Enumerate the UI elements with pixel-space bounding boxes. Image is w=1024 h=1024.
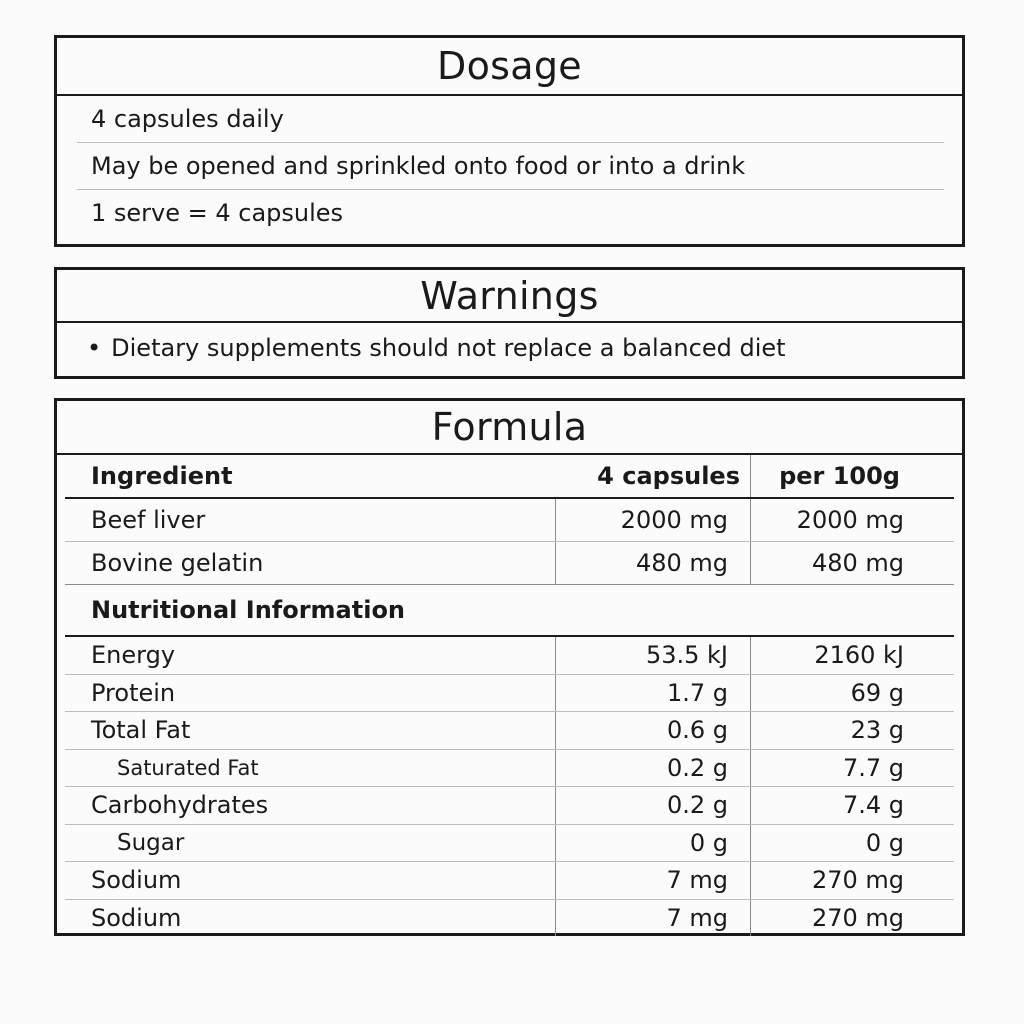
nutrient-name: Sodium — [91, 903, 182, 932]
nutrient-name: Sodium — [91, 866, 182, 895]
nutrient-per100: 270 mg — [750, 862, 950, 899]
warnings-title: Warnings — [57, 270, 962, 323]
nutrient-name: Energy — [91, 641, 176, 670]
warning-text: Dietary supplements should not replace a balanced diet — [111, 334, 786, 362]
nutrient-per100: 0 g — [750, 825, 950, 862]
bullet-icon: • — [87, 334, 102, 362]
table-row — [65, 637, 954, 675]
ingredient-per100: 2000 mg — [750, 499, 950, 541]
nutrient-serve: 0.2 g — [555, 787, 750, 824]
table-row — [65, 862, 954, 900]
table-row — [65, 675, 954, 713]
header-per100: per 100g — [750, 455, 950, 497]
table-row — [65, 900, 954, 937]
header-ingredient: Ingredient — [91, 462, 233, 490]
ingredient-name: Beef liver — [91, 506, 206, 534]
nutrient-serve: 53.5 kJ — [555, 637, 750, 674]
dosage-title: Dosage — [57, 38, 962, 96]
table-row — [65, 787, 954, 825]
table-row — [65, 825, 954, 863]
nutrient-serve: 7 mg — [555, 900, 750, 937]
nutrient-per100: 69 g — [750, 675, 950, 712]
table-row — [65, 750, 954, 788]
formula-title: Formula — [57, 401, 962, 455]
table-row — [65, 712, 954, 750]
formula-header-row — [65, 455, 954, 499]
nutrition-title: Nutritional Information — [91, 596, 406, 624]
dosage-panel — [54, 35, 965, 247]
nutrient-per100: 270 mg — [750, 900, 950, 937]
table-row — [65, 499, 954, 542]
nutrition-section-heading — [65, 585, 954, 637]
dosage-line: 1 serve = 4 capsules — [91, 199, 344, 227]
warnings-panel — [54, 267, 965, 379]
nutrient-per100: 2160 kJ — [750, 637, 950, 674]
ingredient-serve: 480 mg — [555, 542, 750, 584]
nutrient-name: Saturated Fat — [117, 755, 259, 780]
warning-item — [57, 323, 962, 373]
nutrient-per100: 23 g — [750, 712, 950, 749]
nutrient-serve: 0.2 g — [555, 750, 750, 787]
nutrient-per100: 7.7 g — [750, 750, 950, 787]
ingredient-name: Bovine gelatin — [91, 549, 264, 577]
header-serve: 4 capsules — [597, 462, 740, 490]
formula-panel — [54, 398, 965, 936]
dosage-line: 4 capsules daily — [77, 96, 944, 143]
nutrient-name: Total Fat — [91, 716, 191, 745]
nutrient-serve: 0 g — [555, 825, 750, 862]
nutrient-name: Sugar — [117, 829, 185, 856]
table-row — [65, 542, 954, 585]
nutrient-serve: 0.6 g — [555, 712, 750, 749]
nutrient-per100: 7.4 g — [750, 787, 950, 824]
nutrient-serve: 1.7 g — [555, 675, 750, 712]
dosage-line: May be opened and sprinkled onto food or into a drink — [77, 143, 944, 190]
nutrient-name: Carbohydrates — [91, 791, 269, 820]
ingredient-per100: 480 mg — [750, 542, 950, 584]
nutrient-serve: 7 mg — [555, 862, 750, 899]
ingredient-serve: 2000 mg — [555, 499, 750, 541]
nutrient-name: Protein — [91, 678, 176, 707]
